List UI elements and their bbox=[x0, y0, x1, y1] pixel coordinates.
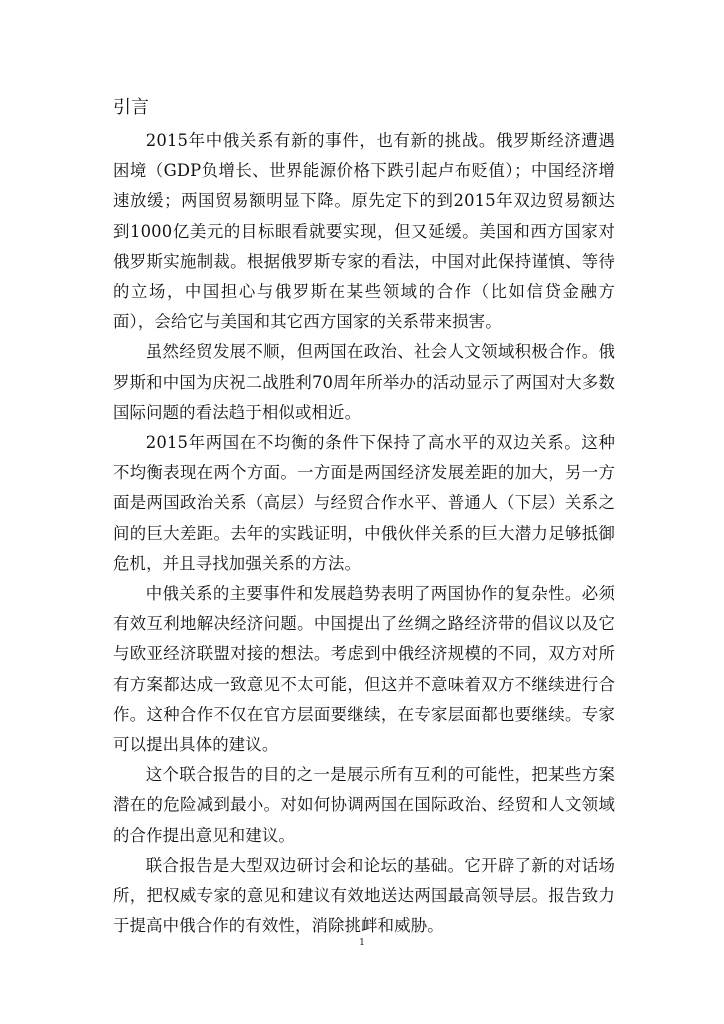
paragraph: 2015年中俄关系有新的事件，也有新的挑战。俄罗斯经济遭遇困境（GDP负增长、世界能源价格下跌引起卢布贬值）；中国经济增速放缓；两国贸易额明显下降。原先定下的到2015年双边贸易额达到1000亿美元的目标眼看就要实现，但又延缓。美国和西方国家对俄罗斯实施制裁。根据俄罗斯专家的看法，中国对此保持谨慎、等待的立场，中国担心与俄罗斯在某些领域的合作（比如信贷金融方面），会给它与美国和其它西方国家的关系带来损害。 bbox=[113, 131, 615, 332]
paragraph: 2015年两国在不均衡的条件下保持了高水平的双边关系。这种不均衡表现在两个方面。一方面是两国经济发展差距的加大，另一方面是两国政治关系（高层）与经贸合作水平、普通人（下层）关系之间的巨大差距。去年的实践证明，中俄伙伴关系的巨大潜力足够抵御危机，并且寻找加强关系的方法。 bbox=[113, 433, 615, 573]
body-text bbox=[113, 126, 615, 941]
section-heading: 引言 bbox=[113, 97, 149, 118]
paragraph: 联合报告是大型双边研讨会和论坛的基础。它开辟了新的对话场所，把权威专家的意见和建议有效地送达两国最高领导层。报告致力于提高中俄合作的有效性，消除挑衅和威胁。 bbox=[113, 855, 615, 936]
page-number: 1 bbox=[359, 938, 365, 948]
paragraph: 中俄关系的主要事件和发展趋势表明了两国协作的复杂性。必须有效互利地解决经济问题。中国提出了丝绸之路经济带的倡议以及它与欧亚经济联盟对接的想法。考虑到中俄经济规模的不同，双方对所有方案都达成一致意见不太可能，但这并不意味着双方不继续进行合作。这种合作不仅在官方层面要继续，在专家层面都也要继续。专家可以提出具体的建议。 bbox=[113, 584, 615, 755]
paragraph: 这个联合报告的目的之一是展示所有互利的可能性，把某些方案潜在的危险减到最小。对如何协调两国在国际政治、经贸和人文领域的合作提出意见和建议。 bbox=[113, 765, 615, 845]
paragraph: 虽然经贸发展不顺，但两国在政治、社会人文领域积极合作。俄罗斯和中国为庆祝二战胜利70周年所举办的活动显示了两国对大多数国际问题的看法趋于相似或相近。 bbox=[113, 342, 615, 422]
